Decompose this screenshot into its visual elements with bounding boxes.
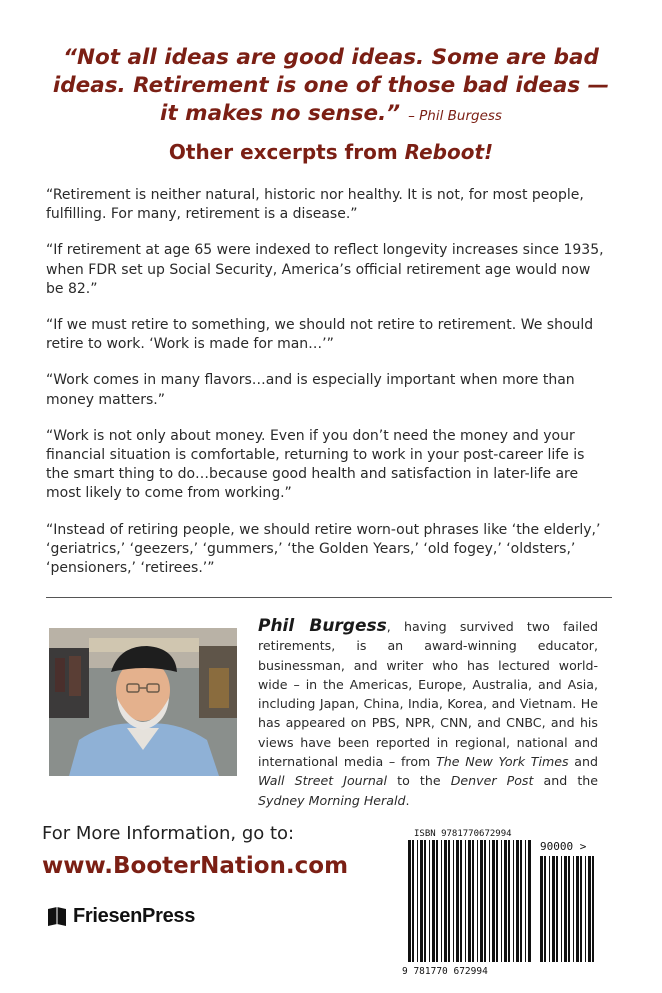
isbn-barcode <box>388 826 614 978</box>
publisher-name: FriesenPress <box>73 905 196 927</box>
barcode-bar <box>508 840 510 962</box>
barcode-bar <box>489 840 490 962</box>
barcode-bar <box>568 856 570 962</box>
excerpts-heading <box>0 140 662 164</box>
publisher-book-icon <box>46 906 68 928</box>
website-link[interactable]: www.BooterNation.com <box>42 853 349 879</box>
barcode-bar <box>540 856 543 962</box>
barcode-bar <box>412 840 414 962</box>
barcode-bar <box>417 840 418 962</box>
quote-line-3 <box>40 100 622 130</box>
excerpt-item: “If retirement at age 65 were indexed to reflect longevity increases since 1935, when FDR set up Social Security, America’s official retirement age would now be 82.” <box>46 242 604 297</box>
excerpts-list <box>46 186 606 595</box>
barcode-bar <box>525 840 526 962</box>
barcode-bar <box>420 840 423 962</box>
author-photo-illustration <box>49 628 237 776</box>
barcode-bar <box>453 840 454 962</box>
bio-text: and <box>568 754 598 770</box>
barcode-bar <box>549 856 550 962</box>
bio-text: and the <box>533 773 598 789</box>
barcode-bar <box>516 840 519 962</box>
quote-line-2: ideas. Retirement is one of those bad ideas — <box>52 73 610 98</box>
pull-quote <box>40 44 622 130</box>
publisher-logo <box>46 905 195 928</box>
author-bio <box>258 617 598 810</box>
excerpt-item: “Work comes in many flavors…and is especially important when more than money matters.” <box>46 372 575 408</box>
excerpt-item: “Instead of retiring people, we should retire worn-out phrases like ‘the elderly,’ ‘geriatrics,’ ‘geezers,’ ‘gummers,’ ‘the Golden Years,’ ‘old fogey,’ ‘oldsters,’ ‘pensioners,’ ‘retirees.’” <box>46 521 601 577</box>
barcode-bar <box>444 840 447 962</box>
barcode-bar <box>513 840 514 962</box>
bio-publication: Sydney Morning Herald <box>258 792 406 808</box>
barcode-bar <box>468 840 471 962</box>
barcode-bar <box>573 856 574 962</box>
excerpts-heading-prefix: Other excerpts from <box>168 140 405 164</box>
barcode-bar <box>465 840 466 962</box>
barcode-bar <box>588 856 591 962</box>
barcode-bar <box>492 840 495 962</box>
quote-line-3-text: it makes no sense.” <box>160 101 401 126</box>
quote-line-1: “Not all ideas are good ideas. Some are bad <box>63 45 599 70</box>
barcode-bars-addon <box>540 856 594 962</box>
excerpts-heading-book: Reboot! <box>404 140 494 164</box>
barcode-graphic <box>388 826 614 978</box>
barcode-bar <box>561 856 562 962</box>
barcode-bar <box>564 856 567 962</box>
barcode-bar <box>441 840 442 962</box>
barcode-bar <box>429 840 430 962</box>
barcode-bar <box>436 840 438 962</box>
barcode-bar <box>424 840 426 962</box>
more-info-label: For More Information, go to: <box>42 823 295 844</box>
barcode-bar <box>448 840 450 962</box>
barcode-bar <box>504 840 507 962</box>
price-code: 90000 > <box>540 840 587 853</box>
barcode-bar <box>432 840 435 962</box>
barcode-bar <box>528 840 531 962</box>
barcode-digits: 9 781770 672994 <box>402 966 488 977</box>
author-name: Phil Burgess <box>258 616 387 636</box>
barcode-bar <box>477 840 478 962</box>
excerpt-item: “Retirement is neither natural, historic nor healthy. It is not, for most people, fulfilling. For many, retirement is a disease.” <box>46 187 584 223</box>
excerpt-item: “Work is not only about money. Even if you don’t need the money and your financial situation is comfortable, returning to work in your post-career life is the smart thing to do…because good health and satisfaction in later-life are most likely to come from working.” <box>46 427 585 502</box>
barcode-bar <box>456 840 459 962</box>
barcode-bar <box>408 840 411 962</box>
barcode-bar <box>480 840 483 962</box>
barcode-bar <box>496 840 498 962</box>
bio-text: to the <box>387 773 451 789</box>
barcode-bar <box>460 840 462 962</box>
quote-attribution: – Phil Burgess <box>408 108 502 124</box>
section-divider <box>46 597 612 598</box>
barcode-bar <box>580 856 582 962</box>
barcode-bars-main <box>408 840 531 962</box>
barcode-bar <box>592 856 594 962</box>
author-photo <box>49 628 237 776</box>
barcode-bar <box>585 856 586 962</box>
excerpt-item: “If we must retire to something, we should not retire to retirement. We should retire to work. ‘Work is made for man…’” <box>46 317 594 353</box>
barcode-bar <box>484 840 486 962</box>
bio-publication: The New York Times <box>436 754 569 770</box>
barcode-bar <box>552 856 555 962</box>
barcode-bar <box>544 856 546 962</box>
barcode-bar <box>520 840 522 962</box>
bio-text: , having survived two failed retirements, is an award-winning educator, businessman, and writer who has lectured world-wide – in the Americas, Europe, Australia, and Asia, including Japan, China, India, Korea, and Vietnam. He has appeared on PBS, NPR, CNN, and CNBC, and his views have been reported in regional, national and international media – from <box>258 619 598 770</box>
isbn-label: ISBN 9781770672994 <box>414 829 512 839</box>
bio-publication: Wall Street Journal <box>258 773 388 789</box>
barcode-bar <box>556 856 558 962</box>
bio-text: . <box>405 792 410 808</box>
bio-publication: Denver Post <box>450 773 534 789</box>
barcode-bar <box>472 840 474 962</box>
barcode-bar <box>576 856 579 962</box>
barcode-bar <box>501 840 502 962</box>
